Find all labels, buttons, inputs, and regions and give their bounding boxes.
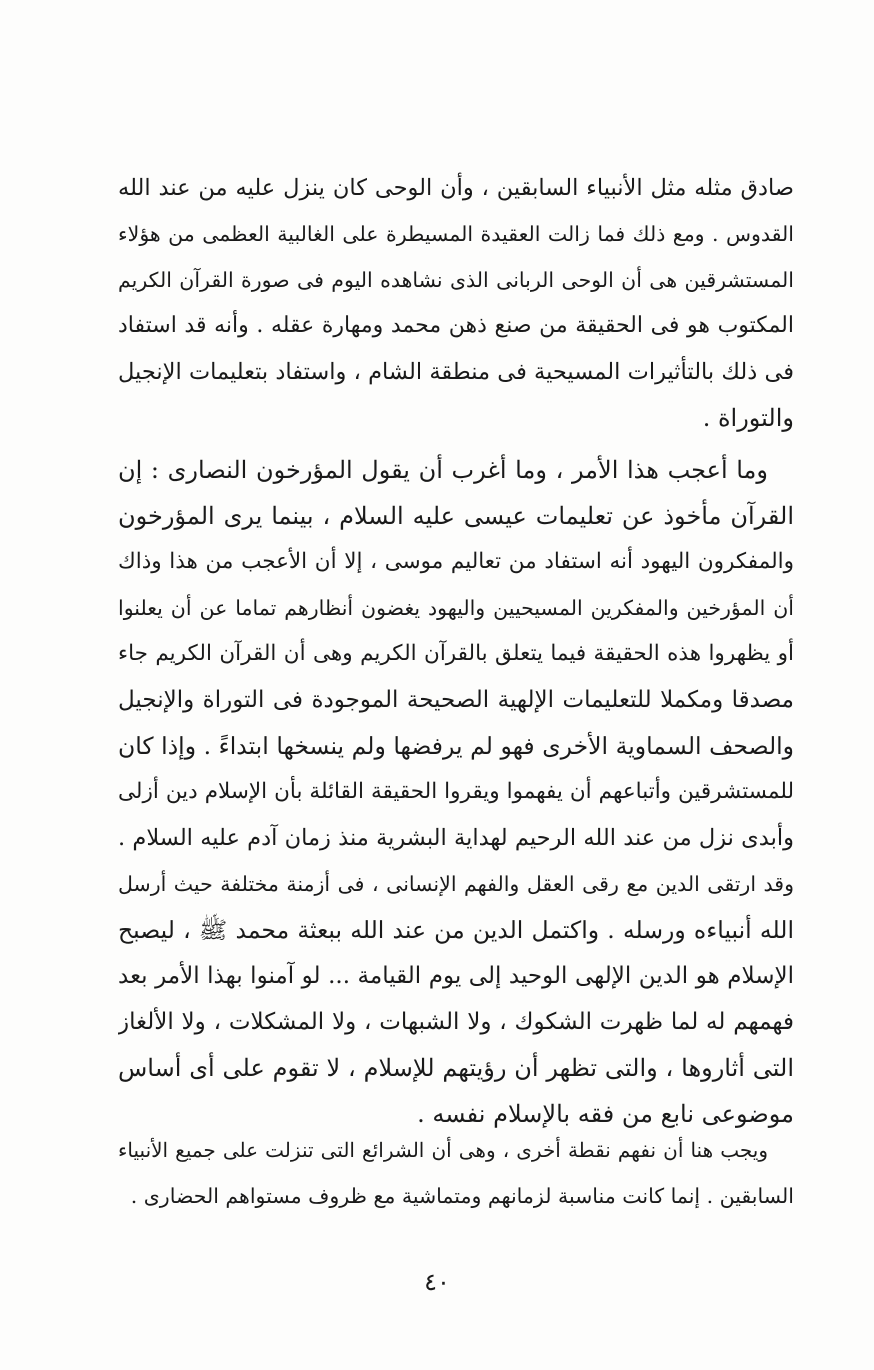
text-line: الله أنبياءه ورسله . واكتمل الدين من عند الله ببعثة محمد ﷺ ، ليصبح: [118, 916, 794, 944]
text-line: أو يظهروا هذه الحقيقة فيما يتعلق بالقرآن الكريم وهى أن القرآن الكريم جاء: [118, 641, 794, 666]
text-line: أن المؤرخين والمفكرين المسيحيين واليهود يغضون أنظارهم تماما عن أن يعلنوا: [118, 596, 794, 620]
text-line: فى ذلك بالتأثيرات المسيحية فى منطقة الشام ، واستفاد بتعليمات الإنجيل: [118, 359, 794, 385]
text-line: المكتوب هو فى الحقيقة من صنع ذهن محمد ومهارة عقله . وأنه قد استفاد: [118, 313, 794, 338]
text-line: وما أعجب هذا الأمر ، وما أغرب أن يقول المؤرخون النصارى : إن: [118, 456, 768, 484]
text-line: التى أثاروها ، والتى تظهر أن رؤيتهم للإسلام ، لا تقوم على أى أساس: [118, 1054, 794, 1082]
text-line: صادق مثله مثل الأنبياء السابقين ، وأن الوحى كان ينزل عليه من عند الله: [118, 175, 794, 201]
paragraph-1: [118, 165, 794, 441]
text-line: الإسلام هو الدين الإلهى الوحيد إلى يوم القيامة ... لو آمنوا بهذا الأمر بعد: [118, 963, 794, 989]
paragraph-3: [118, 1127, 794, 1219]
text-line: موضوعى نابع من فقه بالإسلام نفسه .: [417, 1100, 794, 1128]
text-line: القرآن مأخوذ عن تعليمات عيسى عليه السلام ، بينما يرى المؤرخون: [118, 502, 794, 530]
text-line: ويجب هنا أن نفهم نقطة أخرى ، وهى أن الشرائع التى تنزلت على جميع الأنبياء: [118, 1138, 768, 1162]
text-line: والمفكرون اليهود أنه استفاد من تعاليم موسى ، إلا أن الأعجب من هذا وذاك: [118, 549, 794, 574]
text-line: مصدقا ومكملا للتعليمات الإلهية الصحيحة الموجودة فى التوراة والإنجيل: [118, 687, 794, 713]
text-line: السابقين . إنما كانت مناسبة لزمانهم ومتماشية مع ظروف مستواهم الحضارى .: [130, 1184, 794, 1208]
text-line: والتوراة .: [702, 404, 794, 432]
text-line: للمستشرقين وأتباعهم أن يفهموا ويقروا الحقيقة القائلة بأن الإسلام دين أزلى: [118, 779, 794, 804]
text-line: وأبدى نزل من عند الله الرحيم لهداية البشرية منذ زمان آدم عليه السلام .: [118, 825, 794, 851]
text-line: فهمهم له لما ظهرت الشكوك ، ولا الشبهات ، ولا المشكلات ، ولا الألغاز: [118, 1009, 794, 1035]
text-line: القدوس . ومع ذلك فما زالت العقيدة المسيطرة على الغالبية العظمى من هؤلاء: [118, 222, 794, 246]
text-line: المستشرقين هى أن الوحى الربانى الذى نشاهده اليوم فى صورة القرآن الكريم: [118, 268, 794, 292]
page-number: ٤٠: [424, 1268, 450, 1296]
paragraph-2: [118, 447, 794, 1137]
text-line: وقد ارتقى الدين مع رقى العقل والفهم الإنسانى ، فى أزمنة مختلفة حيث أرسل: [118, 872, 794, 896]
text-line: والصحف السماوية الأخرى فهو لم يرفضها ولم ينسخها ابتداءً . وإذا كان: [118, 732, 794, 760]
